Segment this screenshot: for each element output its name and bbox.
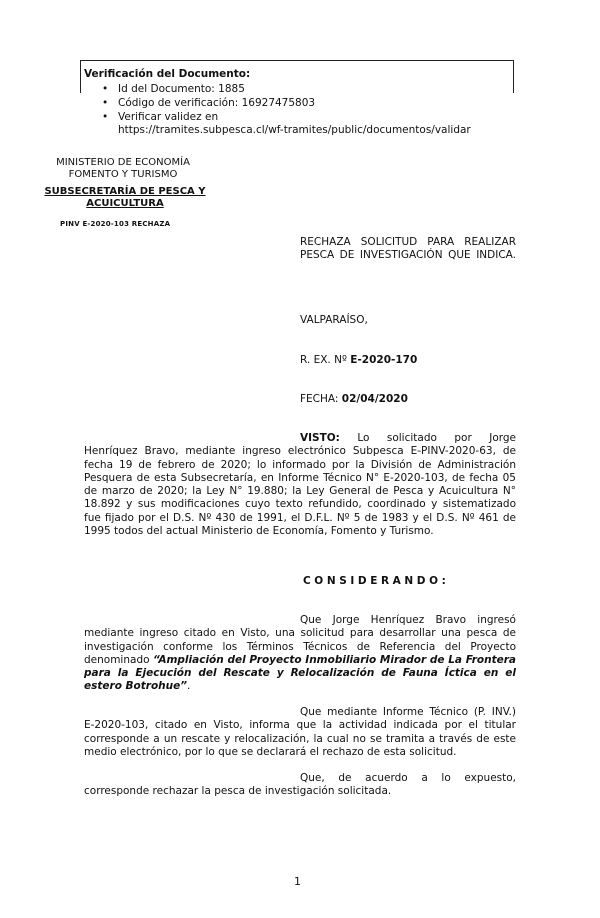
rex-label: R. EX. Nº xyxy=(300,354,351,366)
considerando-heading: CONSIDERANDO: xyxy=(303,575,450,587)
verification-url[interactable]: https://tramites.subpesca.cl/wf-tramites/public/documentos/validar xyxy=(118,124,471,136)
considerando-paragraph-1 xyxy=(84,614,516,694)
considerando-paragraph-3 xyxy=(84,772,516,799)
page-number: 1 xyxy=(294,875,301,888)
fecha-value: 02/04/2020 xyxy=(341,393,408,405)
verification-doc-id: • Id del Documento: 1885 xyxy=(100,82,315,96)
considerando-paragraph-2 xyxy=(84,706,516,759)
resolution-place: VALPARAÍSO, xyxy=(300,314,368,326)
verification-list xyxy=(100,82,315,124)
considerando-p3-text: Que, de acuerdo a lo expuesto, corresponde rechazar la pesca de investigación solicitada. xyxy=(84,772,516,798)
resolution-date xyxy=(300,393,516,406)
visto-label: VISTO: xyxy=(300,432,340,444)
verification-title: Verificación del Documento: xyxy=(84,68,251,80)
rex-number: E-2020-170 xyxy=(350,354,418,366)
subsecretaria-title xyxy=(30,186,220,210)
verification-code: • Código de verificación: 16927475803 xyxy=(100,96,315,110)
fecha-label: FECHA: xyxy=(300,393,342,405)
visto-text: Lo solicitado por Jorge Henríquez Bravo, mediante ingreso electrónico Subpesca E-PINV-2020-63, de fecha 19 de febrero de 2020; lo informado por la División de Administración Pesquera de esta Subsecretaría, en Informe Técnico N° E-2020-103, de fecha 05 de marzo de 2020; la Ley N° 19.880; la Ley General de Pesca y Acuicultura N° 18.892 y sus modificaciones cuyo texto refundido, coordinado y sistematizado fue fijado por el D.S. Nº 430 de 1991, el D.F.L. Nº 5 de 1983 y el D.S. Nº 461 de 1995 todos del actual Ministerio de Economía, Fomento y Turismo. xyxy=(84,432,516,538)
subsecretaria-line-1: SUBSECRETARÍA DE PESCA Y xyxy=(44,186,206,197)
considerando-p1-text: Que Jorge Henríquez Bravo ingresó mediante ingreso citado en Visto, una solicitud para desarrollar una pesca de investigación conforme los Términos Técnicos de Referencia del Proyecto denominado xyxy=(84,614,516,666)
project-name: “Ampliación del Proyecto Inmobiliario Mirador de La Frontera para la Ejecución del Rescate y Relocalización de Fauna Íctica en el estero Botrohue” xyxy=(84,653,516,693)
visto-paragraph xyxy=(84,432,516,538)
considerando-p1-end: . xyxy=(187,680,191,693)
verification-instruction: • Verificar validez en xyxy=(100,110,315,124)
document-code: PINV E-2020-103 RECHAZA xyxy=(60,220,171,228)
considerando-p2-text: Que mediante Informe Técnico (P. INV.) E-2020-103, citado en Visto, informa que la actividad indicada por el titular corresponde a un rescate y relocalización, la cual no se tramita a través de este medio electrónico, por lo que se declarará el rechazo de esta solicitud. xyxy=(84,706,516,758)
ministry-line-2: FOMENTO Y TURISMO xyxy=(68,169,178,180)
subsecretaria-line-2: ACUICULTURA xyxy=(86,198,164,209)
resolution-number xyxy=(300,354,516,367)
ministry-line-1: MINISTERIO DE ECONOMÍA xyxy=(56,157,190,168)
resolution-subject: RECHAZA SOLICITUD PARA REALIZAR PESCA DE INVESTIGACIÓN QUE INDICA. xyxy=(300,236,516,261)
